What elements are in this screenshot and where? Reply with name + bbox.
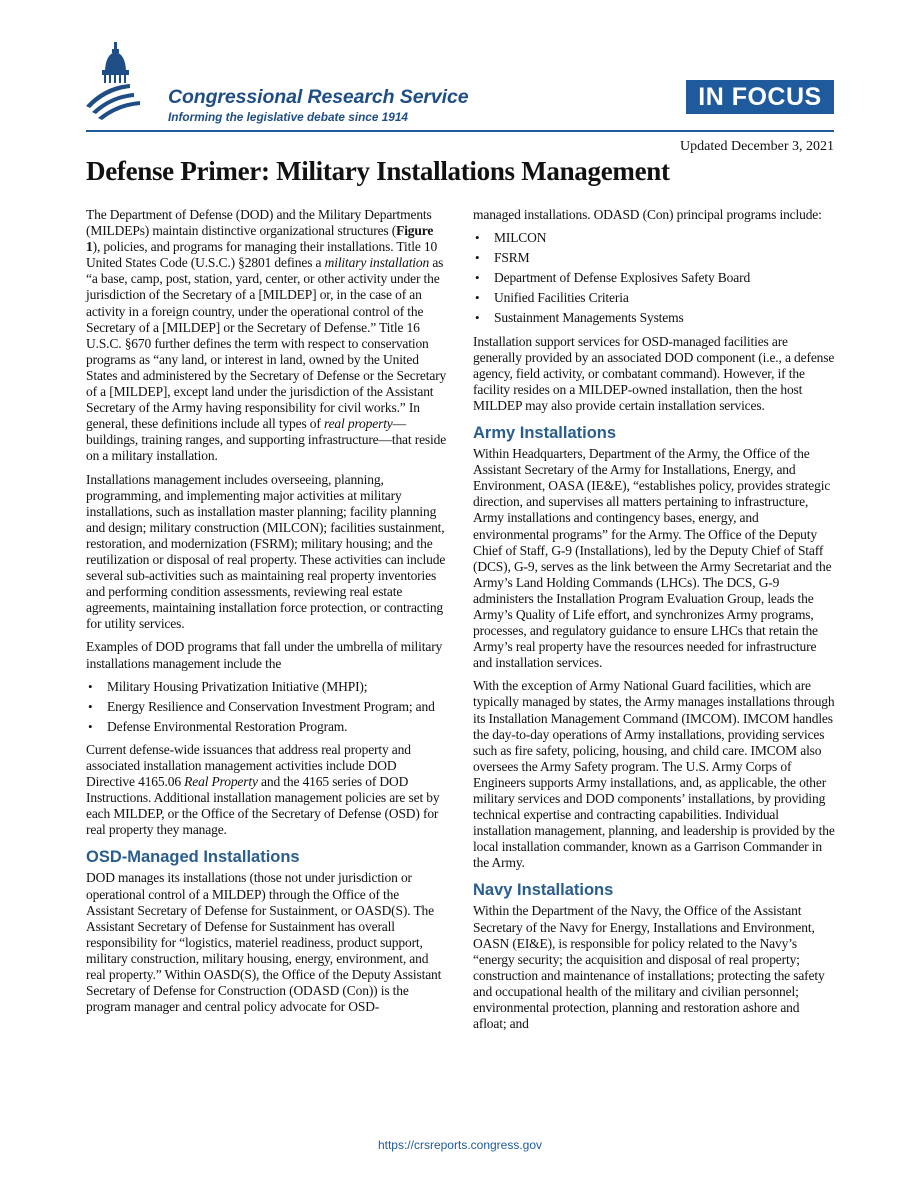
header-divider xyxy=(86,130,834,132)
right-column xyxy=(473,207,835,1039)
army-hq-paragraph: Within Headquarters, Department of the Army, the Office of the Assistant Secretary of the Army for Installations, Energy, and Environment, OASA (IE&E), “establishes policy, provides strategic direction, and supervises all matters pertaining to infrastructure, Army installations and contingency bases, energy, and environmental programs” for the Army. The Office of the Deputy Chief of Staff, G-9 (Installations), led by the Deputy Chief of Staff (DCS), G-9, serves as the link between the Army Secretariat and the Army’s Land Holding Commands (LHCs). The DCS, G-9 administers the Installation Program Evaluation Group, leads the Army’s Quality of Life effort, and synchronizes Army programs, processes, and regulatory guidance to ensure LHCs that retain the Army’s real property have the resources needed for infrastructure and installation services. xyxy=(473,446,832,671)
odasd-programs-list xyxy=(473,230,835,326)
heading-army-installations: Army Installations xyxy=(473,424,617,443)
list-item: • Unified Facilities Criteria xyxy=(473,290,835,306)
text-run: as “a base, camp, post, station, yard, center, or other activity under the jurisdiction of the Secretary of a [MILDEP] or, in the case of an activity in a foreign country, under the operational control of the Secretary of a [MILDEP] or the Secretary of Defense.” Title 16 U.S.C. §670 further defines the term with respect to conservation programs as “any land, or interest in land, owned by the United States and administered by the Secretary of Defense or the Secretary of a [MILDEP], except land under the jurisdiction of the Assistant Secretary of the Army having responsibility for civil works.” In general, these definitions include all types of xyxy=(86,255,447,432)
navy-paragraph: Within the Department of the Navy, the Office of the Assistant Secretary of the Navy for Energy, Installations and Environment, OASN (EI&E), is responsible for policy related to the Navy’s “energy security; the acquisition and disposal of real property; construction and maintenance of installations; protecting the safety and occupational health of the military and civilian personnel; environmental protection, planning and restoration ashore and afloat; and xyxy=(473,903,825,1032)
text-run: ), policies, and programs for managing their installations. Title 10 United States Code (U.S.C.) §2801 defines a xyxy=(86,239,438,271)
issuances-paragraph xyxy=(86,742,448,839)
org-name: Congressional Research Service xyxy=(168,86,469,108)
footer-url-link[interactable]: https://crsreports.congress.gov xyxy=(377,1138,543,1152)
left-column xyxy=(86,207,448,1022)
support-services-paragraph: Installation support services for OSD-managed facilities are generally provided by an associated DOD component (i.e., a defense agency, field activity, or combatant command). However, if the facility resides on a MILDEP-owned installation, then the host MILDEP may also provide certain installation services. xyxy=(473,333,835,413)
figure-reference: Figure 1 xyxy=(86,223,434,255)
text-run: Current defense-wide issuances that address real property and associated installation management activities include DOD Directive 4165.06 xyxy=(86,741,411,790)
dod-programs-list xyxy=(86,679,448,735)
heading-navy-installations: Navy Installations xyxy=(473,881,614,900)
list-item: • Energy Resilience and Conservation Investment Program; and xyxy=(86,699,448,715)
text-run: The Department of Defense (DOD) and the Military Departments (MILDEPs) maintain distinctive organizational structures ( xyxy=(86,207,432,239)
term-real-property-directive: Real Property xyxy=(184,774,258,790)
list-item: • Sustainment Managements Systems xyxy=(473,310,835,326)
osd-paragraph: DOD manages its installations (those not under jurisdiction or operational control of a MILDEP) through the Office of the Assistant Secretary of Defense for Sustainment, or OASD(S). The Assistant Secretary of Defense for Sustainment has overall responsibility for “logistics, materiel readiness, product support, military construction, military housing, energy, environment, and real property.” Within OASD(S), the Office of the Deputy Assistant Secretary of Defense for Construction (ODASD (Con)) is the program manager and central policy advocate for OSD- xyxy=(86,870,442,1015)
text-run: —buildings, training ranges, and supporting infrastructure—that reside on a military installation. xyxy=(86,416,447,464)
page-title: Defense Primer: Military Installations Management xyxy=(86,156,670,186)
programs-intro: Examples of DOD programs that fall under the umbrella of military installations management include the xyxy=(86,639,443,671)
list-item: • FSRM xyxy=(473,250,835,266)
odasd-intro: managed installations. ODASD (Con) principal programs include: xyxy=(473,207,822,222)
heading-osd-managed: OSD-Managed Installations xyxy=(86,848,300,867)
list-item: • Department of Defense Explosives Safety Board xyxy=(473,270,835,286)
list-item: • Military Housing Privatization Initiative (MHPI); xyxy=(86,679,448,695)
capitol-dome-icon xyxy=(84,40,168,120)
updated-date: Updated December 3, 2021 xyxy=(680,139,834,154)
intro-paragraph xyxy=(86,207,448,465)
list-item: • MILCON xyxy=(473,230,835,246)
list-item: • Defense Environmental Restoration Program. xyxy=(86,719,448,735)
text-run: and the 4165 series of DOD Instructions. Additional installation management policies are set by each MILDEP, or the Office of the Secretary of Defense (OSD) for real property they manage. xyxy=(86,774,440,838)
org-tagline: Informing the legislative debate since 1914 xyxy=(168,110,408,124)
in-focus-badge: IN FOCUS xyxy=(686,80,834,114)
army-imcom-paragraph: With the exception of Army National Guard facilities, which are typically managed by states, the Army manages installations through its Installation Management Command (IMCOM). IMCOM handles the day-to-day operations of Army installations, providing services such as fire safety, policing, housing, and child care. IMCOM also oversees the Army Safety program. The U.S. Army Corps of Engineers supports Army installations, and, as applicable, the other military services and DOD components’ installations, by providing technical expertise and contracting capabilities. Individual installation management, planning, and leadership is provided by the local installation commander, known as a Garrison Commander in the Army. xyxy=(473,678,835,871)
term-military-installation: military installation xyxy=(324,255,430,271)
management-paragraph: Installations management includes overseeing, planning, programming, and implementing major activities at military installations, such as installation master planning; facility planning and design; military construction (MILCON); facilities sustainment, restoration, and modernization (FSRM); military housing; and the reutilization or disposal of real property. These activities can include several sub-activities such as maintaining real property inventories and performing condition assessments, reviewing real estate agreements, maintaining installation force protection, or contracting for utility services. xyxy=(86,471,446,632)
term-real-property: real property xyxy=(323,416,393,432)
